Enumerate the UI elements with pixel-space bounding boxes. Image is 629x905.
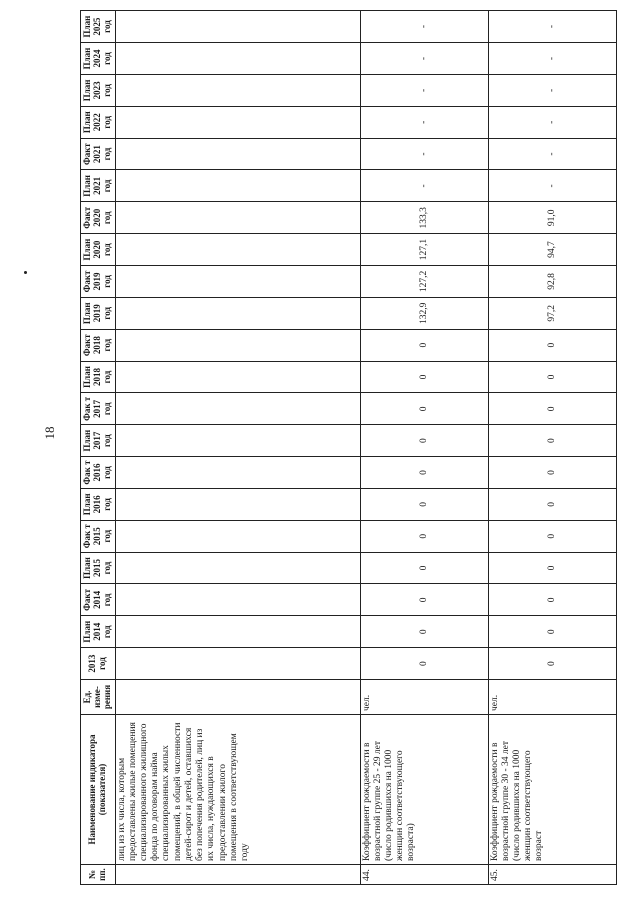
value-cell: 133,3	[360, 202, 488, 234]
table-header-row	[81, 11, 116, 885]
value-cell	[115, 266, 360, 298]
value-cell: 0	[488, 520, 616, 552]
header-year-2: Факт 2014 год	[81, 584, 116, 616]
value-cell: 0	[360, 552, 488, 584]
value-cell: -	[488, 43, 616, 75]
header-year-6: Фак т 2016 год	[81, 457, 116, 489]
header-year-8: Фак т 2017 год	[81, 393, 116, 425]
value-cell: -	[488, 106, 616, 138]
rotated-table-container	[80, 10, 615, 885]
value-cell: -	[488, 11, 616, 43]
header-year-10: Факт 2018 год	[81, 329, 116, 361]
value-cell: -	[488, 138, 616, 170]
header-year-0: 2013 год	[81, 648, 116, 680]
value-cell	[115, 616, 360, 648]
header-year-7: План 2017 год	[81, 425, 116, 457]
value-cell: 127,2	[360, 266, 488, 298]
indicator-name: лиц из их числа, которым предоставлены жилые помещения специализированного жилищного фонда по договорам найма специализированных жилых помещений, в общей численности детей-сирот и детей, оставшихся без попечения родителей, лиц из их числа, нуждающихся в предоставлении жилого помещения в соответствующем году	[115, 715, 360, 865]
value-cell: 0	[488, 488, 616, 520]
table-row	[488, 11, 616, 885]
value-cell: 0	[360, 425, 488, 457]
value-cell	[115, 74, 360, 106]
value-cell: 127,1	[360, 234, 488, 266]
value-cell: 92,8	[488, 266, 616, 298]
value-cell: -	[360, 170, 488, 202]
value-cell: 0	[488, 457, 616, 489]
value-cell: 0	[360, 457, 488, 489]
value-cell: 0	[488, 393, 616, 425]
value-cell	[115, 552, 360, 584]
value-cell	[115, 43, 360, 75]
header-number: № пп.	[81, 865, 116, 885]
value-cell	[115, 329, 360, 361]
value-cell: -	[488, 74, 616, 106]
header-year-17: План 2022 год	[81, 106, 116, 138]
value-cell: 0	[360, 616, 488, 648]
value-cell: -	[360, 138, 488, 170]
header-year-4: Фак т 2015 год	[81, 520, 116, 552]
header-year-3: План 2015 год	[81, 552, 116, 584]
value-cell	[115, 584, 360, 616]
value-cell	[115, 234, 360, 266]
value-cell: -	[360, 11, 488, 43]
value-cell: -	[360, 43, 488, 75]
header-year-19: План 2024 год	[81, 43, 116, 75]
value-cell: 91,0	[488, 202, 616, 234]
value-cell: 97,2	[488, 297, 616, 329]
header-unit: Ед. изме-рения	[81, 680, 116, 715]
value-cell: 0	[360, 584, 488, 616]
table-row	[115, 11, 360, 885]
value-cell	[115, 393, 360, 425]
row-number	[115, 865, 360, 885]
row-number: 45.	[488, 865, 616, 885]
value-cell	[115, 520, 360, 552]
value-cell: 0	[360, 361, 488, 393]
value-cell: -	[488, 170, 616, 202]
indicator-name: Коэффициент рождаемости в возрастной группе 30 - 34 лет (число родившихся на 1000 женщин соответствующего возраст	[488, 715, 616, 865]
value-cell: 0	[488, 552, 616, 584]
value-cell: -	[360, 74, 488, 106]
unit-cell	[115, 680, 360, 715]
value-cell: 0	[488, 425, 616, 457]
unit-cell: чел.	[488, 680, 616, 715]
value-cell: 0	[360, 520, 488, 552]
value-cell: 0	[360, 393, 488, 425]
header-year-16: Факт 2021 год	[81, 138, 116, 170]
value-cell: 0	[488, 361, 616, 393]
value-cell: 0	[360, 329, 488, 361]
page-number: 18	[42, 426, 57, 440]
value-cell: -	[360, 106, 488, 138]
value-cell	[115, 361, 360, 393]
header-year-20: План 2025 год	[81, 11, 116, 43]
header-indicator-name: Наименование индикатора (показателя)	[81, 715, 116, 865]
value-cell: 0	[488, 648, 616, 680]
header-year-5: План 2016 год	[81, 488, 116, 520]
header-year-11: План 2019 год	[81, 297, 116, 329]
row-number: 44.	[360, 865, 488, 885]
table-row	[360, 11, 488, 885]
value-cell	[115, 106, 360, 138]
value-cell: 132,9	[360, 297, 488, 329]
value-cell: 0	[488, 616, 616, 648]
unit-cell: чел.	[360, 680, 488, 715]
value-cell: 94,7	[488, 234, 616, 266]
header-year-14: Факт 2020 год	[81, 202, 116, 234]
indicator-name: Коэффициент рождаемости в возрастной группе 25 - 29 лет (число родившихся на 1000 женщин соответствующего возраста)	[360, 715, 488, 865]
value-cell	[115, 202, 360, 234]
value-cell	[115, 11, 360, 43]
value-cell	[115, 457, 360, 489]
header-year-12: Факт 2019 год	[81, 266, 116, 298]
value-cell	[115, 425, 360, 457]
scan-speck	[24, 271, 27, 274]
header-year-9: План 2018 год	[81, 361, 116, 393]
value-cell: 0	[488, 584, 616, 616]
value-cell	[115, 138, 360, 170]
indicator-table	[80, 10, 617, 885]
value-cell: 0	[360, 488, 488, 520]
value-cell: 0	[360, 648, 488, 680]
value-cell	[115, 297, 360, 329]
value-cell	[115, 648, 360, 680]
value-cell: 0	[488, 329, 616, 361]
header-year-18: План 2023 год	[81, 74, 116, 106]
value-cell	[115, 488, 360, 520]
header-year-15: План 2021 год	[81, 170, 116, 202]
header-year-13: План 2020 год	[81, 234, 116, 266]
header-year-1: План 2014 год	[81, 616, 116, 648]
value-cell	[115, 170, 360, 202]
